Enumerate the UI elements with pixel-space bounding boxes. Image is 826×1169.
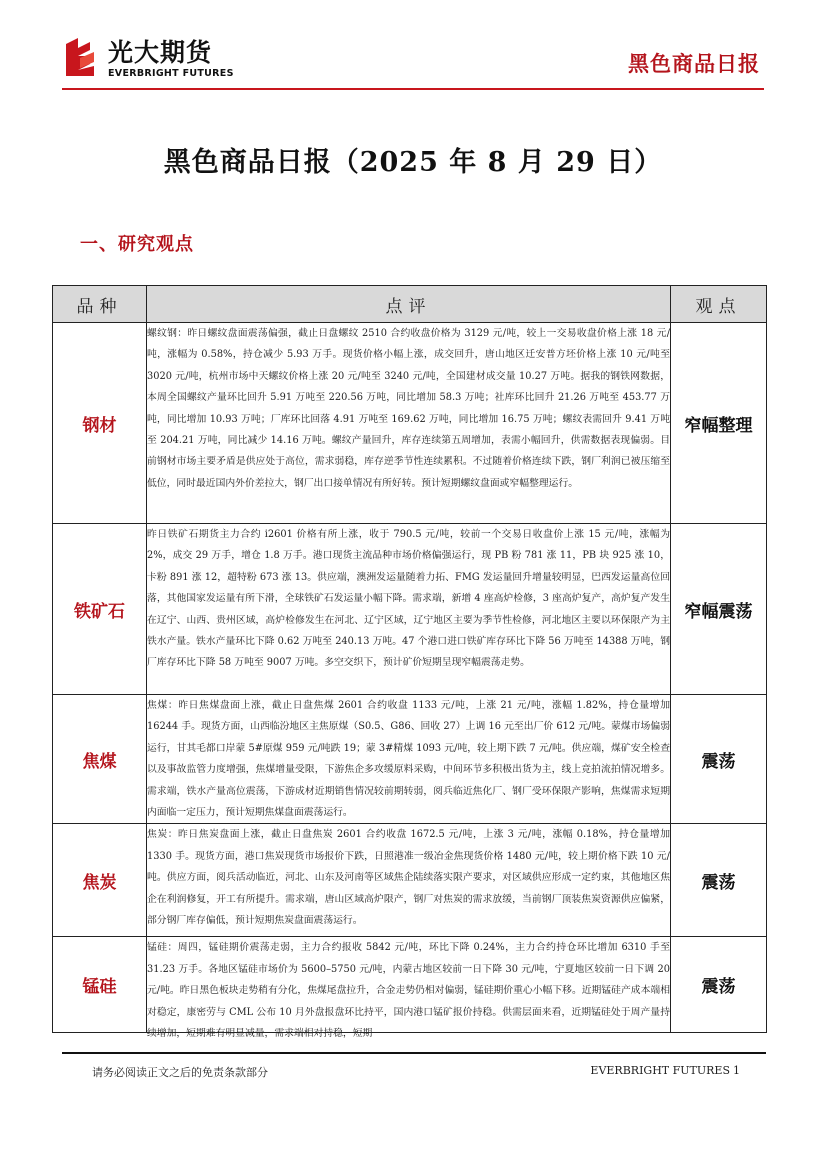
logo-text-en: EVERBRIGHT FUTURES: [108, 68, 234, 79]
section-heading: 一、研究观点: [80, 234, 194, 255]
table-row: [53, 695, 767, 824]
header-divider: [62, 88, 764, 90]
footer-disclaimer: 请务必阅读正文之后的免责条款部分: [92, 1066, 268, 1079]
header-comment: 点评: [147, 286, 671, 323]
everbright-logo-icon: [62, 36, 98, 80]
row-category: 焦煤: [53, 695, 147, 824]
table-header-row: [53, 286, 767, 323]
table-row: [53, 937, 767, 1033]
header-category: 品种: [53, 286, 147, 323]
row-comment: 昨日铁矿石期货主力合约 i2601 价格有所上涨，收于 790.5 元/吨，较前一个交易日收盘价上涨 15 元/吨，涨幅为 2%，成交 29 万手，增仓 1.8 万手。港口现货主流品种市场价格偏强运行，现 PB 粉 781 涨 11，PB 块 925 涨 10，卡粉 891 涨 12，超特粉 673 涨 13。供应端，澳洲发运量随着力拓、FMG 发运量回升增量较明显，巴西发运量高位回落，其他国家发运量有所下滑，全球铁矿石发运量小幅下降。需求端，新增 4 座高炉检修，3 座高炉复产，高炉复产发生在辽宁、山西、贵州区域，高炉检修发生在河北、辽宁区域，辽宁地区主要为季节性检修，河北地区主要以环保限产为主铁水产量。铁水产量环比下降 0.62 万吨至 240.13 万吨。47 个港口进口铁矿库存环比下降 56 万吨至 14388 万吨，钢厂库存环比下降 58 万吨至 9007 万吨。多空交织下，预计矿价短期呈现窄幅震荡走势。: [147, 524, 671, 695]
row-view: 窄幅震荡: [671, 524, 767, 695]
row-comment: 焦炭：昨日焦炭盘面上涨，截止日盘焦炭 2601 合约收盘 1672.5 元/吨，上涨 3 元/吨，涨幅 0.18%，持仓量增加 1330 手。现货方面，港口焦炭现货市场报价下跌，日照港准一级冶金焦现货价格 1480 元/吨，较上期价格下跌 10 元/吨。供应方面，阅兵活动临近，河北、山东及河南等区域焦企陆续落实限产要求，对区域供应形成一定约束，其他地区焦企在利润修复，开工有所提升。需求端，唐山区域高炉限产，钢厂对焦炭的需求放缓，当前钢厂顶装焦炭资源供应偏紧，部分钢厂库存偏低，预计短期焦炭盘面震荡运行。: [147, 824, 671, 937]
page-title: 黑色商品日报（2025 年 8 月 29 日）: [163, 147, 663, 178]
page-header: [0, 0, 826, 100]
row-comment: 螺纹钢：昨日螺纹盘面震荡偏强，截止日盘螺纹 2510 合约收盘价格为 3129 元/吨，较上一交易收盘价格上涨 18 元/吨，涨幅为 0.58%，持仓减少 5.93 万手。现货价格小幅上涨，成交回升，唐山地区迁安普方坯价格上涨 10 元/吨至 3020 元/吨，杭州市场中天螺纹价格上涨 20 元/吨至 3240 元/吨，全国建材成交量 10.27 万吨。据我的钢铁网数据，本周全国螺纹产量环比回升 5.91 万吨至 220.56 万吨，同比增加 58.3 万吨；社库环比回升 21.26 万吨至 453.77 万吨，同比增加 10.93 万吨；厂库环比回落 4.91 万吨至 169.62 万吨，同比增加 16.75 万吨；螺纹表需回升 9.41 万吨至 204.21 万吨，同比减少 14.16 万吨。螺纹产量回升，库存连续第五周增加，表需小幅回升，供需数据表现偏弱。目前钢材市场主要矛盾是供应处于高位，需求弱稳，库存逆季节性连续累积。不过随着价格连续下跌，钢厂利润已被压缩至低位，同时最近国内外价差拉大，钢厂出口接单情况有所好转。预计短期螺纹盘面或窄幅整理运行。: [147, 323, 671, 524]
table-row: [53, 524, 767, 695]
row-category: 铁矿石: [53, 524, 147, 695]
header-view: 观点: [671, 286, 767, 323]
row-view: 震荡: [671, 695, 767, 824]
report-name: 黑色商品日报: [628, 52, 760, 76]
row-category: 钢材: [53, 323, 147, 524]
row-category: 焦炭: [53, 824, 147, 937]
row-category: 锰硅: [53, 937, 147, 1033]
row-view: 窄幅整理: [671, 323, 767, 524]
footer-brand: EVERBRIGHT FUTURES: [590, 1064, 730, 1077]
table-row: [53, 824, 767, 937]
row-view: 震荡: [671, 824, 767, 937]
row-comment-cell: [147, 937, 671, 1040]
footer-divider: [62, 1052, 766, 1054]
page-number: 1: [733, 1064, 740, 1077]
logo-text-cn: 光大期货: [108, 38, 213, 67]
row-comment: 焦煤：昨日焦煤盘面上涨，截止日盘焦煤 2601 合约收盘 1133 元/吨，上涨 21 元/吨，涨幅 1.82%，持仓量增加 16244 手。现货方面，山西临汾地区主焦原煤（S0.5、G86、回收 27）上调 16 元至出厂价 612 元/吨。蒙煤市场偏弱运行，甘其毛都口岸蒙 5#原煤 959 元/吨跌 19；蒙 3#精煤 1093 元/吨，较上期下跌 7 元/吨。供应端，煤矿安全检查以及事故监管力度增强，焦煤增量受限，下游焦企多攻缓原料采购，中间环节多积极出货为主，线上竞拍流拍情况增多。需求端，铁水产量高位震荡，下游成材近期销售情况较前期转弱，阅兵临近焦化厂、钢厂受环保限产影响，焦煤需求短期内面临一定压力，预计短期焦煤盘面震荡运行。: [147, 695, 671, 824]
row-view: 震荡: [671, 937, 767, 1033]
research-table: [52, 285, 767, 1040]
table-row: [53, 323, 767, 524]
row-comment: 锰硅：周四，锰硅期价震荡走弱，主力合约报收 5842 元/吨，环比下降 0.24%，主力合约持仓环比增加 6310 手至 31.23 万手。各地区锰硅市场价为 5600–5750 元/吨，内蒙古地区较前一日下降 30 元/吨，宁夏地区较前一日下调 20 元/吨。昨日黑色板块走势稍有分化，焦煤尾盘拉升，合金走势仍相对偏弱，锰硅期价重心小幅下移。近期锰硅产成本端相对稳定，康密劳与 CML 公布 10 月外盘报盘环比持平，国内港口锰矿报价持稳。供需层面来看，近期锰硅处于周产量持续增加，短期难有明显减量，需求端相对持稳，短期: [147, 942, 670, 1040]
